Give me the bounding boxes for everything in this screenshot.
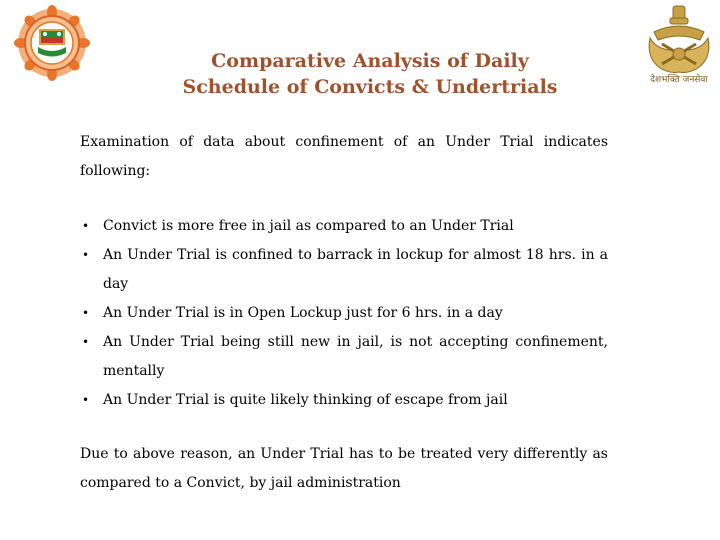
bullet-icon: • — [82, 335, 90, 349]
police-motto-text: देशभक्ति जनसेवा — [650, 75, 708, 85]
conclusion-paragraph: Due to above reason, an Under Trial has to be treated very differently as compared to a Convict, by jail administration — [80, 446, 608, 491]
list-item-text: Convict is more free in jail as compared to an Under Trial — [103, 218, 514, 234]
list-item — [80, 299, 608, 328]
list-item — [80, 386, 608, 415]
list-item-text: An Under Trial is in Open Lockup just for 6 hrs. in a day — [103, 305, 503, 321]
list-item-text: An Under Trial is quite likely thinking of escape from jail — [103, 392, 508, 408]
page-title — [0, 48, 720, 100]
bullet-icon: • — [82, 219, 90, 233]
intro-paragraph: Examination of data about confinement of an Under Trial indicates following: — [80, 134, 608, 179]
title-line-2: Schedule of Convicts & Undertrials — [182, 76, 558, 98]
list-item — [80, 328, 608, 386]
list-item-text: An Under Trial is confined to barrack in lockup for almost 18 hrs. in a day — [103, 247, 608, 292]
list-item-text: An Under Trial being still new in jail, is not accepting confinement, mentally — [103, 334, 608, 379]
list-item — [80, 241, 608, 299]
bullet-icon: • — [82, 393, 90, 407]
bullet-icon: • — [82, 306, 90, 320]
title-line-1: Comparative Analysis of Daily — [211, 50, 529, 72]
bullet-icon: • — [82, 248, 90, 262]
finding-list — [80, 212, 608, 415]
list-item — [80, 212, 608, 241]
